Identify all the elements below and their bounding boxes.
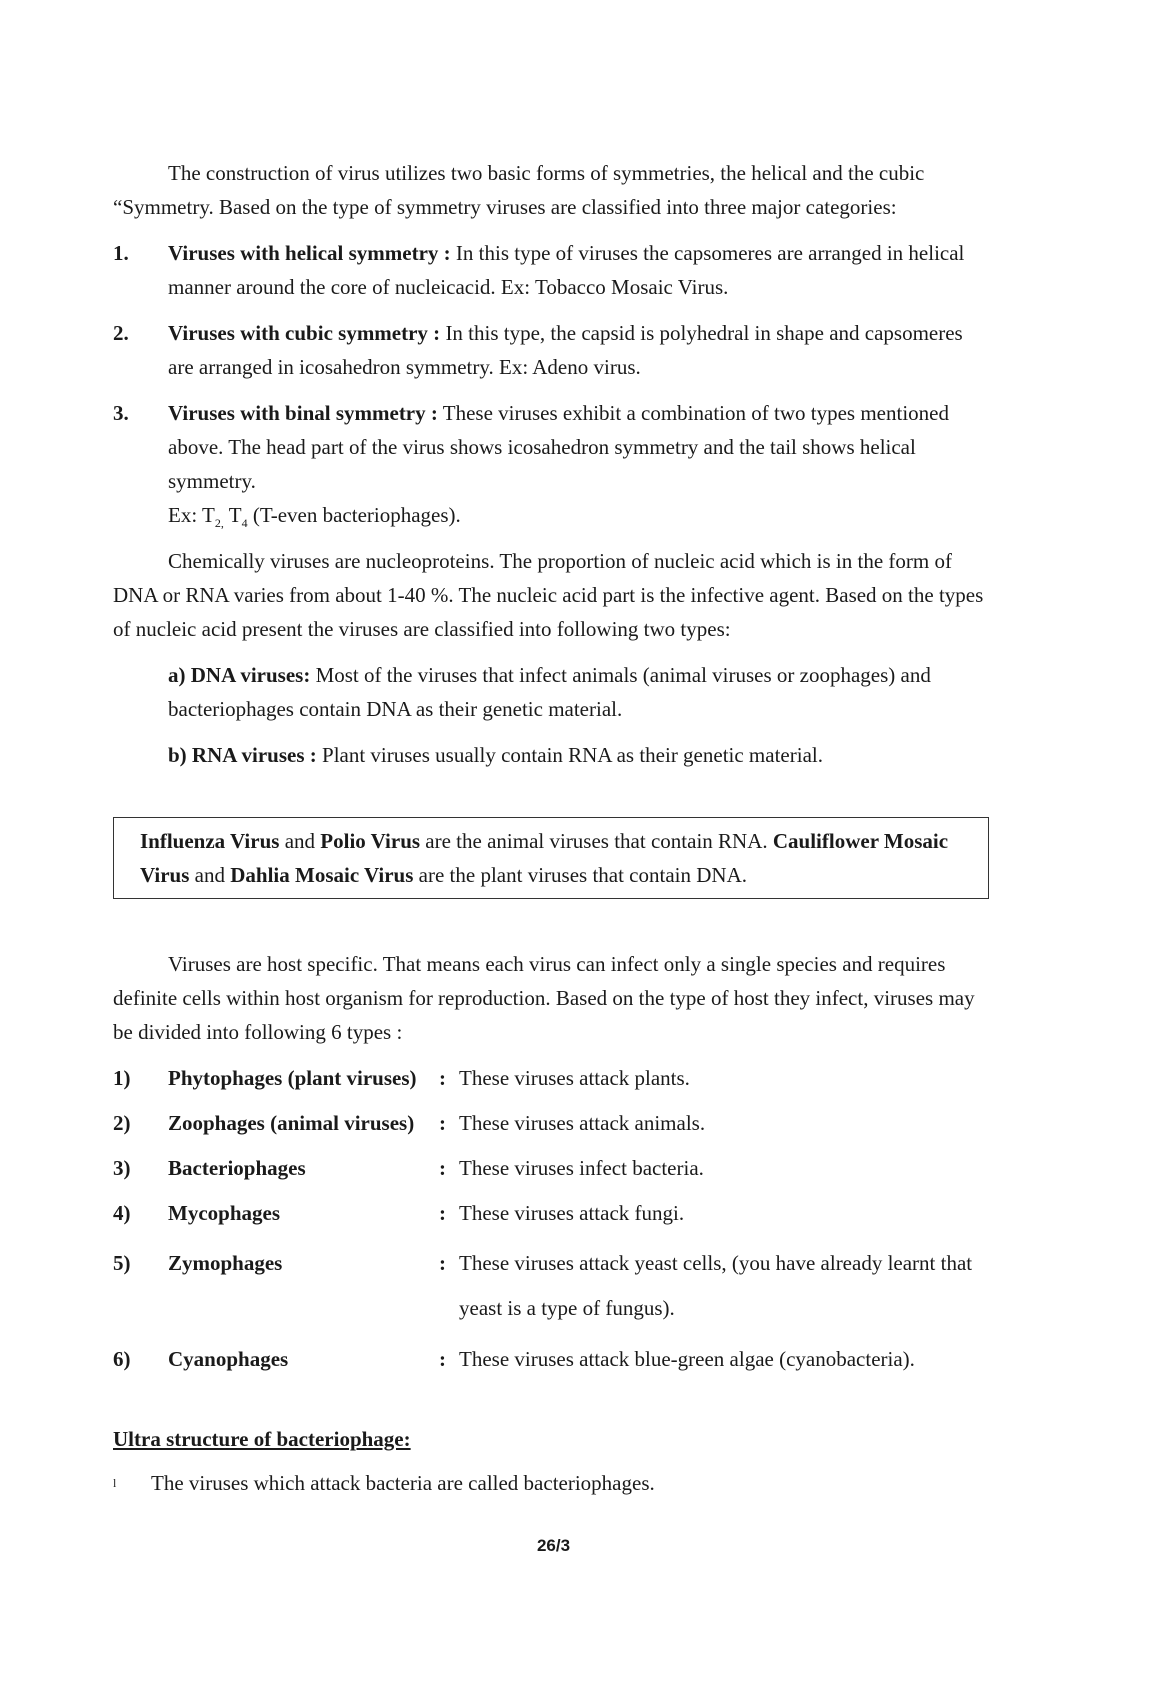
- bullet-icon: l: [113, 1476, 117, 1490]
- host-desc: These viruses attack fungi.: [459, 1201, 685, 1225]
- note-bold: Polio Virus: [320, 829, 421, 853]
- colon: :: [439, 1347, 446, 1371]
- hosts-paragraph: Viruses are host specific. That means each virus can infect only a single species and requires definite cells within host organism for reproduction. Based on the type of host they infect, viruses may be divided into following 6 types :: [113, 952, 975, 1044]
- section-heading: Ultra structure of bacteriophage:: [113, 1427, 411, 1451]
- host-desc: These viruses attack blue-green algae (cyanobacteria).: [459, 1347, 915, 1371]
- host-number: 1): [113, 1066, 131, 1090]
- host-desc: These viruses attack animals.: [459, 1111, 706, 1135]
- host-name: Mycophages: [168, 1201, 280, 1225]
- rna-title: b) RNA viruses :: [168, 743, 317, 767]
- host-desc: These viruses infect bacteria.: [459, 1156, 704, 1180]
- item-text: In this type of viruses the capsomeres are arranged in helical manner around the core of nucleicacid. Ex: Tobacco Mosaic Virus.: [168, 241, 965, 299]
- item-number: 2.: [113, 321, 129, 345]
- list-item: [113, 1151, 989, 1185]
- list-item: [113, 396, 989, 532]
- page-content: [113, 156, 989, 1500]
- list-item: [113, 1342, 989, 1376]
- list-item: [113, 316, 989, 384]
- colon: :: [439, 1201, 446, 1225]
- note-bold: Cauliflower Mosaic Virus: [140, 829, 949, 887]
- item-title: Viruses with binal symmetry :: [168, 401, 438, 425]
- example-mid: T: [223, 503, 242, 527]
- dna-viruses: [113, 658, 989, 726]
- page-number: 26/3: [536, 1536, 571, 1555]
- subscript: 2,: [214, 516, 224, 531]
- host-name: Bacteriophages: [168, 1156, 306, 1180]
- list-item: [113, 1241, 989, 1331]
- host-desc: These viruses attack plants.: [459, 1066, 690, 1090]
- host-number: 6): [113, 1347, 131, 1371]
- colon: :: [439, 1156, 446, 1180]
- item-title: Viruses with cubic symmetry :: [168, 321, 441, 345]
- colon: :: [439, 1111, 446, 1135]
- item-title: Viruses with helical symmetry :: [168, 241, 451, 265]
- chemical-paragraph: Chemically viruses are nucleoproteins. The proportion of nucleic acid which is in the form of DNA or RNA varies from about 1-40 %. The nucleic acid part is the infective agent. Based on the types of nucleic acid present the viruses are classified into following two types:: [113, 549, 984, 641]
- host-name: Zoophages (animal viruses): [168, 1111, 415, 1135]
- list-item: [113, 1061, 989, 1095]
- note-text: and: [279, 829, 321, 853]
- subscript: 4: [241, 516, 248, 531]
- host-number: 5): [113, 1251, 131, 1275]
- bullet-text: The viruses which attack bacteria are called bacteriophages.: [151, 1471, 655, 1495]
- item-text: In this type, the capsid is polyhedral in shape and capsomeres are arranged in icosahedron symmetry. Ex: Adeno virus.: [168, 321, 963, 379]
- host-name: Phytophages (plant viruses): [168, 1066, 417, 1090]
- list-item: [113, 1196, 989, 1230]
- note-text: and: [189, 863, 231, 887]
- dna-title: a) DNA viruses:: [168, 663, 311, 687]
- list-item: [113, 236, 989, 304]
- host-types-list: [113, 1061, 989, 1376]
- example-prefix: Ex: T: [168, 503, 215, 527]
- item-number: 1.: [113, 241, 129, 265]
- host-number: 2): [113, 1111, 131, 1135]
- list-item: [113, 1106, 989, 1140]
- host-desc: These viruses attack yeast cells, (you have already learnt that yeast is a type of fungus).: [459, 1251, 973, 1320]
- item-text: These viruses exhibit a combination of two types mentioned above. The head part of the virus shows icosahedron symmetry and the tail shows helical symmetry.: [168, 401, 949, 493]
- host-number: 3): [113, 1156, 131, 1180]
- item-number: 3.: [113, 401, 129, 425]
- note-box: [113, 817, 989, 899]
- note-bold: Dahlia Mosaic Virus: [230, 863, 414, 887]
- dna-text: Most of the viruses that infect animals (animal viruses or zoophages) and bacteriophages contain DNA as their genetic material.: [168, 663, 931, 721]
- host-name: Zymophages: [168, 1251, 283, 1275]
- intro-paragraph: The construction of virus utilizes two basic forms of symmetries, the helical and the cubic “Symmetry. Based on the type of symmetry viruses are classified into three major categories:: [113, 161, 925, 219]
- symmetry-list: [113, 236, 989, 532]
- note-text: are the plant viruses that contain DNA.: [413, 863, 747, 887]
- colon: :: [439, 1066, 446, 1090]
- bullet-item: [113, 1466, 989, 1500]
- note-text: are the animal viruses that contain RNA.: [420, 829, 773, 853]
- rna-text: Plant viruses usually contain RNA as their genetic material.: [316, 743, 823, 767]
- host-name: Cyanophages: [168, 1347, 289, 1371]
- rna-viruses: [113, 738, 989, 772]
- host-number: 4): [113, 1201, 131, 1225]
- note-bold: Influenza Virus: [140, 829, 280, 853]
- colon: :: [439, 1251, 446, 1275]
- example-suffix: (T-even bacteriophages).: [247, 503, 461, 527]
